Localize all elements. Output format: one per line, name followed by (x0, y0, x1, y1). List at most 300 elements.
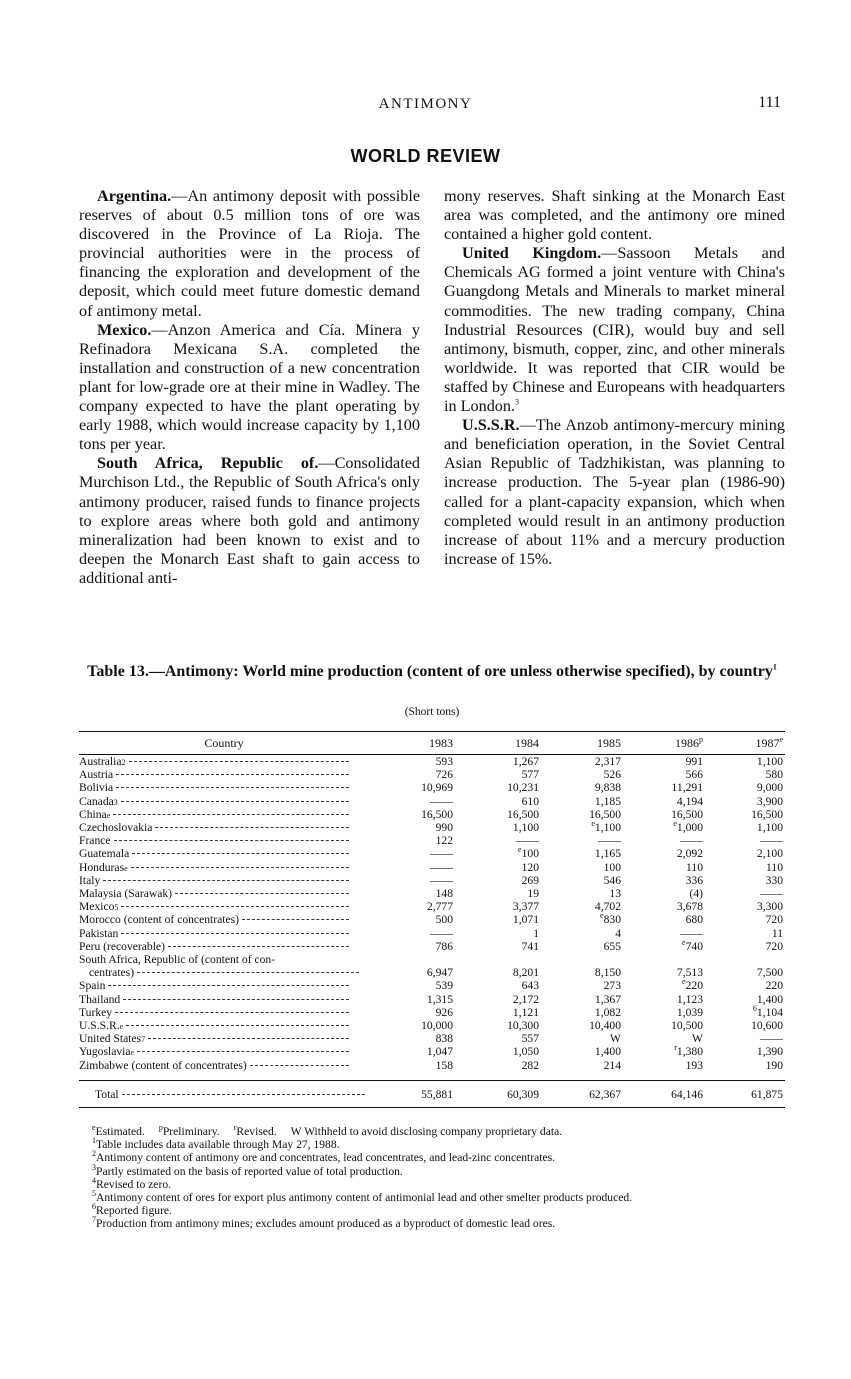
country-label (79, 1059, 349, 1072)
country-cell (79, 940, 369, 953)
value-cell (369, 821, 455, 834)
value-text: 991 (685, 755, 703, 768)
dot-leader (168, 946, 349, 947)
column-header-label: 1986 (675, 736, 699, 750)
value-cell (623, 781, 705, 794)
footnote-part (291, 1125, 563, 1138)
value-note: e (682, 977, 686, 987)
value-text: 1,390 (756, 1045, 783, 1059)
footnote-text: Production from antimony mines; excludes amount produced as a byproduct of domestic lead ores. (96, 1217, 556, 1231)
paragraph-united-kingdom (444, 244, 785, 416)
value-cell (455, 900, 541, 913)
value-cell (705, 834, 785, 847)
value-text: 158 (435, 1058, 453, 1072)
country-label (79, 1006, 349, 1019)
footnote-part (92, 1217, 555, 1230)
value-cell (705, 966, 785, 979)
page-number: 111 (758, 94, 781, 111)
value-text: 1,121 (512, 1005, 539, 1019)
dot-leader (108, 985, 349, 986)
column-header-year (369, 732, 455, 755)
value-cell (541, 979, 623, 992)
country-label (79, 821, 349, 834)
value-cell (623, 874, 705, 887)
value-text: 220 (685, 979, 703, 993)
dot-leader (175, 893, 349, 894)
country-name: United States (79, 1032, 142, 1046)
value-text: 1,100 (756, 821, 783, 835)
value-cell (369, 1059, 455, 1072)
value-note: e (600, 911, 604, 921)
value-cell (455, 979, 541, 992)
value-cell (623, 1045, 705, 1058)
footnote-mark: 4 (92, 1175, 96, 1185)
value-text: 100 (521, 847, 539, 861)
value-cell (623, 847, 705, 860)
value-cell (369, 993, 455, 1006)
value-text: 7,500 (756, 966, 783, 980)
value-cell (541, 768, 623, 781)
value-cell (369, 1006, 455, 1019)
country-cell (79, 887, 369, 900)
value-cell (541, 966, 623, 979)
value-cell (455, 795, 541, 808)
table-row (79, 834, 785, 847)
value-cell (369, 953, 455, 966)
country-name: Yugoslavia (79, 1045, 131, 1059)
column-header-mark: e (779, 735, 783, 744)
value-text: 214 (603, 1058, 621, 1072)
value-text: 336 (685, 873, 703, 887)
country-name: Morocco (content of concentrates) (79, 913, 239, 927)
value-cell (623, 861, 705, 874)
running-head (0, 94, 851, 116)
table-row (79, 887, 785, 900)
value-cell (455, 1019, 541, 1032)
value-text: 566 (685, 768, 703, 782)
table-row (79, 781, 785, 794)
table-row (79, 979, 785, 992)
table-row (79, 1045, 785, 1058)
value-text: 500 (435, 913, 453, 927)
value-text: 3,300 (756, 900, 783, 914)
footnote-line (92, 1138, 792, 1151)
value-cell (705, 768, 785, 781)
country-name: Canada (79, 794, 114, 808)
value-note: e (518, 845, 522, 855)
value-cell (455, 755, 541, 769)
table-row (79, 808, 785, 821)
value-cell (455, 874, 541, 887)
value-text: 1,000 (676, 821, 703, 835)
value-text: 1,165 (594, 847, 621, 861)
country-cell (79, 874, 369, 887)
table-row (79, 913, 785, 926)
country-label: Honduras e (79, 861, 349, 874)
value-text: 273 (603, 979, 621, 993)
country-name: centrates) (89, 966, 135, 980)
country-cell (79, 768, 369, 781)
value-text: 2,317 (594, 755, 621, 768)
paragraph-ussr (444, 416, 785, 569)
value-text: —— (679, 834, 703, 848)
value-text: 1,267 (512, 755, 539, 768)
value-cell (541, 808, 623, 821)
value-text: 2,100 (756, 847, 783, 861)
dot-leader (155, 827, 349, 828)
value-text: 643 (521, 979, 539, 993)
value-cell (705, 808, 785, 821)
running-title: ANTIMONY (378, 96, 473, 112)
dot-leader (129, 761, 350, 762)
value-text: 655 (603, 939, 621, 953)
table-row (79, 927, 785, 940)
total-value: 55,881 (369, 1080, 455, 1107)
value-cell (369, 874, 455, 887)
value-text: 19 (527, 887, 539, 901)
value-cell (455, 847, 541, 860)
value-text: 546 (603, 873, 621, 887)
column-header-label: 1984 (515, 736, 539, 750)
dot-leader (116, 787, 349, 788)
footnote-text: Revised. (236, 1125, 277, 1138)
value-text: 610 (521, 794, 539, 808)
table-row (79, 861, 785, 874)
value-text: 190 (765, 1058, 783, 1072)
production-table (79, 731, 785, 1108)
dot-leader (131, 867, 349, 868)
value-text: 1,100 (512, 821, 539, 835)
country-label: Yugoslavia e (79, 1045, 349, 1058)
paragraph-lead: South Africa, Republic of. (97, 454, 319, 473)
value-cell (455, 953, 541, 966)
value-cell (455, 1032, 541, 1045)
value-text: 1,400 (594, 1045, 621, 1059)
table-row (79, 768, 785, 781)
value-text: 3,377 (512, 900, 539, 914)
value-cell (705, 927, 785, 940)
country-name: Thailand (79, 992, 121, 1006)
dot-leader (132, 853, 349, 854)
value-cell (369, 861, 455, 874)
value-text: 16,500 (507, 807, 539, 821)
footnote-line (92, 1204, 792, 1217)
country-cell (79, 781, 369, 794)
total-value: 60,309 (455, 1080, 541, 1107)
value-cell (623, 993, 705, 1006)
value-note: e (673, 819, 677, 829)
value-text: 193 (685, 1058, 703, 1072)
value-text: —— (679, 926, 703, 940)
footnote-mark: 6 (92, 1202, 96, 1212)
value-cell (705, 874, 785, 887)
country-label (79, 953, 349, 966)
table-title-note: 1 (772, 662, 777, 672)
paragraph-continuation: mony reserves. Shaft sinking at the Monarch East area was completed, and the antimony ore mined contained a higher gold content. (444, 187, 785, 244)
value-cell (705, 979, 785, 992)
table-title-text: Table 13.—Antimony: World mine production (content of ore unless otherwise specified), by country (87, 663, 773, 680)
value-text: 120 (521, 860, 539, 874)
value-note: e (591, 819, 595, 829)
value-text: —— (429, 847, 453, 861)
footnote-line (92, 1162, 792, 1178)
footnote-mark: 1 (92, 1136, 96, 1146)
country-name: South Africa, Republic of (content of con- (79, 953, 276, 967)
value-text: 1,400 (756, 992, 783, 1006)
value-cell (623, 755, 705, 769)
dot-leader (103, 880, 349, 881)
footnote-part (92, 1204, 172, 1217)
value-text: 720 (765, 913, 783, 927)
value-text: 6,947 (426, 966, 453, 980)
dot-leader (121, 801, 349, 802)
footnote-line (92, 1217, 792, 1230)
value-text: —— (597, 834, 621, 848)
table-row (79, 900, 785, 913)
dot-leader (121, 933, 349, 934)
value-cell (541, 993, 623, 1006)
table-spacer (79, 1072, 785, 1081)
value-text: 720 (765, 939, 783, 953)
country-label (79, 979, 349, 992)
value-text: 13 (609, 887, 621, 901)
country-name: Australia (79, 755, 122, 768)
value-cell (705, 1006, 785, 1019)
value-text: W (692, 1032, 703, 1046)
table-row (79, 874, 785, 887)
value-text: 10,300 (507, 1019, 539, 1033)
total-value: 64,146 (623, 1080, 705, 1107)
country-name: Spain (79, 979, 106, 993)
value-text: 2,172 (512, 992, 539, 1006)
value-cell (623, 1019, 705, 1032)
value-cell (705, 913, 785, 926)
country-label (79, 993, 349, 1006)
value-note: 6 (752, 1004, 757, 1013)
paragraph-text: —Sassoon Metals and Chemicals AG formed a joint venture with China's Guangdong Metals and Minerals to market mineral commodities. The new trading company, China Industrial Resources (CIR), would buy and sell antimony, bismuth, copper, zinc, and other minerals worldwide. It was reported that CIR would be staffed by Chinese and Europeans with headquarters in London. (444, 244, 785, 416)
country-name: Austria (79, 768, 114, 782)
dot-leader (116, 774, 349, 775)
footnote-line (92, 1191, 792, 1204)
column-header-country (79, 732, 369, 755)
value-text: 4,194 (676, 794, 703, 808)
value-text: 3,900 (756, 794, 783, 808)
dot-leader (113, 814, 349, 815)
value-cell (541, 1059, 623, 1072)
value-cell (705, 821, 785, 834)
value-cell (455, 940, 541, 953)
value-cell (705, 861, 785, 874)
value-cell (541, 887, 623, 900)
column-header-label: 1987 (755, 736, 780, 750)
table-row (79, 966, 785, 979)
country-name: Bolivia (79, 781, 114, 795)
column-header-year (705, 732, 785, 755)
value-text: 110 (686, 860, 703, 874)
total-cell (79, 1080, 369, 1107)
country-name: Mexico (79, 900, 115, 914)
section-title: WORLD REVIEW (350, 146, 501, 166)
value-cell (623, 795, 705, 808)
value-text: 11 (771, 926, 783, 940)
value-cell (623, 1006, 705, 1019)
spacer-cell (79, 1072, 785, 1081)
country-label: China e (79, 808, 349, 821)
value-cell (623, 937, 705, 953)
footnote-line (92, 1151, 792, 1164)
column-header-label: 1985 (597, 736, 621, 750)
footnote-part (92, 1175, 172, 1191)
footnote-part (234, 1125, 277, 1138)
value-text: 220 (765, 979, 783, 993)
country-label (79, 966, 359, 979)
value-text: 1,071 (512, 913, 539, 927)
country-cell (79, 1045, 369, 1058)
paragraph-text: —Anzon America and Cía. Minera y Refinadora Mexicana S.A. completed the installation and construction of a new concentration plant for low-grade ore at their mine in Wadley. The company expected to have the plant operating by early 1988, which would increase capacity by 1,100 tons per year. (79, 320, 420, 454)
footnote-part (92, 1151, 555, 1164)
country-cell (79, 755, 369, 769)
dot-leader (242, 919, 349, 920)
value-cell (705, 1059, 785, 1072)
column-header-year (455, 732, 541, 755)
value-cell (623, 887, 705, 900)
country-label (79, 874, 349, 887)
value-cell (369, 927, 455, 940)
value-cell (623, 979, 705, 992)
value-cell (623, 927, 705, 940)
country-cell (79, 966, 369, 979)
footnote-text: Revised to zero. (96, 1177, 172, 1191)
dot-leader (137, 1051, 349, 1052)
value-cell (369, 847, 455, 860)
value-cell (369, 808, 455, 821)
column-header-mark: p (699, 735, 703, 744)
value-text: 9,000 (756, 781, 783, 795)
value-text: —— (429, 926, 453, 940)
table-subtitle: (Short tons) (404, 706, 460, 718)
value-text: 593 (435, 755, 453, 768)
value-cell (705, 781, 785, 794)
value-text: 1,100 (756, 755, 783, 768)
value-text: 1,100 (594, 821, 621, 835)
country-name: Guatemala (79, 847, 130, 861)
value-cell (541, 913, 623, 926)
value-text: 1,047 (426, 1045, 453, 1059)
dot-leader (148, 1038, 349, 1039)
value-cell (705, 847, 785, 860)
footnote-line (92, 1175, 792, 1191)
total-value: 62,367 (541, 1080, 623, 1107)
table-row (79, 1006, 785, 1019)
value-note: e (682, 937, 686, 947)
value-text: —— (429, 794, 453, 808)
value-text: 1,039 (676, 1005, 703, 1019)
country-cell (79, 900, 369, 913)
value-text: 786 (435, 939, 453, 953)
country-name: Pakistan (79, 926, 119, 940)
value-cell (455, 1006, 541, 1019)
value-cell (705, 887, 785, 900)
value-cell (623, 834, 705, 847)
country-name: France (79, 834, 111, 848)
country-cell (79, 979, 369, 992)
footnote-part (92, 1138, 340, 1151)
country-cell (79, 927, 369, 940)
paragraph-text: —Consolidated Murchison Ltd., the Republic of South Africa's only antimony producer, raised funds to finance projects to explore areas where both gold and antimony mineralization had been known to exist and to deepen the Monarch East shaft to gain access to additional anti- (79, 454, 420, 587)
table-total-row (79, 1080, 785, 1107)
value-cell (623, 1032, 705, 1045)
footnote-part (92, 1125, 145, 1138)
country-label (79, 940, 349, 953)
footnote-text: Partly estimated on the basis of reported value of total production. (96, 1164, 403, 1178)
value-cell (455, 861, 541, 874)
table-row (79, 953, 785, 966)
dot-leader (126, 1025, 349, 1026)
country-cell (79, 847, 369, 860)
value-cell (369, 940, 455, 953)
country-name: Czechoslovakia (79, 821, 153, 835)
country-label (79, 768, 349, 781)
footnote-part (159, 1125, 220, 1138)
value-cell (623, 808, 705, 821)
value-text: 10,600 (751, 1019, 783, 1033)
left-column (79, 187, 420, 588)
total-label (79, 1088, 365, 1101)
value-cell (369, 1045, 455, 1058)
country-cell (79, 1059, 369, 1072)
footnote-line (92, 1125, 792, 1138)
table-row (79, 755, 785, 769)
footnote-text: W Withheld to avoid disclosing company proprietary data. (290, 1125, 563, 1138)
value-cell (455, 768, 541, 781)
value-text: 2,092 (676, 847, 703, 861)
value-text: 8,150 (594, 966, 621, 980)
country-name: Malaysia (Sarawak) (79, 887, 173, 901)
value-text: 100 (603, 860, 621, 874)
value-text: 526 (603, 768, 621, 782)
value-text: —— (429, 860, 453, 874)
table-row (79, 1059, 785, 1072)
value-text: 10,000 (421, 1019, 453, 1033)
value-text: 269 (521, 873, 539, 887)
value-cell (369, 1032, 455, 1045)
footnote-part (92, 1191, 632, 1204)
table-row (79, 940, 785, 953)
value-cell (705, 940, 785, 953)
footnote-mark: 3 (92, 1162, 96, 1172)
value-text: 148 (435, 887, 453, 901)
table-row (79, 1032, 785, 1045)
value-cell (541, 795, 623, 808)
value-text: 557 (521, 1032, 539, 1046)
footnote-text: Estimated. (95, 1125, 145, 1138)
value-text: 16,500 (589, 807, 621, 821)
country-cell (79, 1019, 369, 1032)
paragraph-mexico (79, 321, 420, 455)
footnotes (92, 1125, 792, 1231)
country-cell (79, 861, 369, 874)
value-cell (369, 900, 455, 913)
value-cell (369, 768, 455, 781)
paragraph-text: —An antimony deposit with possible reserves of about 0.5 million tons of ore was discovered in the Province of La Rioja. The provincial authorities were in the process of financing the exploration and development of the deposit, which could meet future domestic demand of antimony metal. (79, 187, 420, 320)
value-cell (541, 1032, 623, 1045)
value-text: 740 (685, 939, 703, 953)
value-cell (455, 966, 541, 979)
value-text: 741 (521, 939, 539, 953)
value-cell (541, 847, 623, 860)
table-body (79, 755, 785, 1108)
value-cell (369, 795, 455, 808)
